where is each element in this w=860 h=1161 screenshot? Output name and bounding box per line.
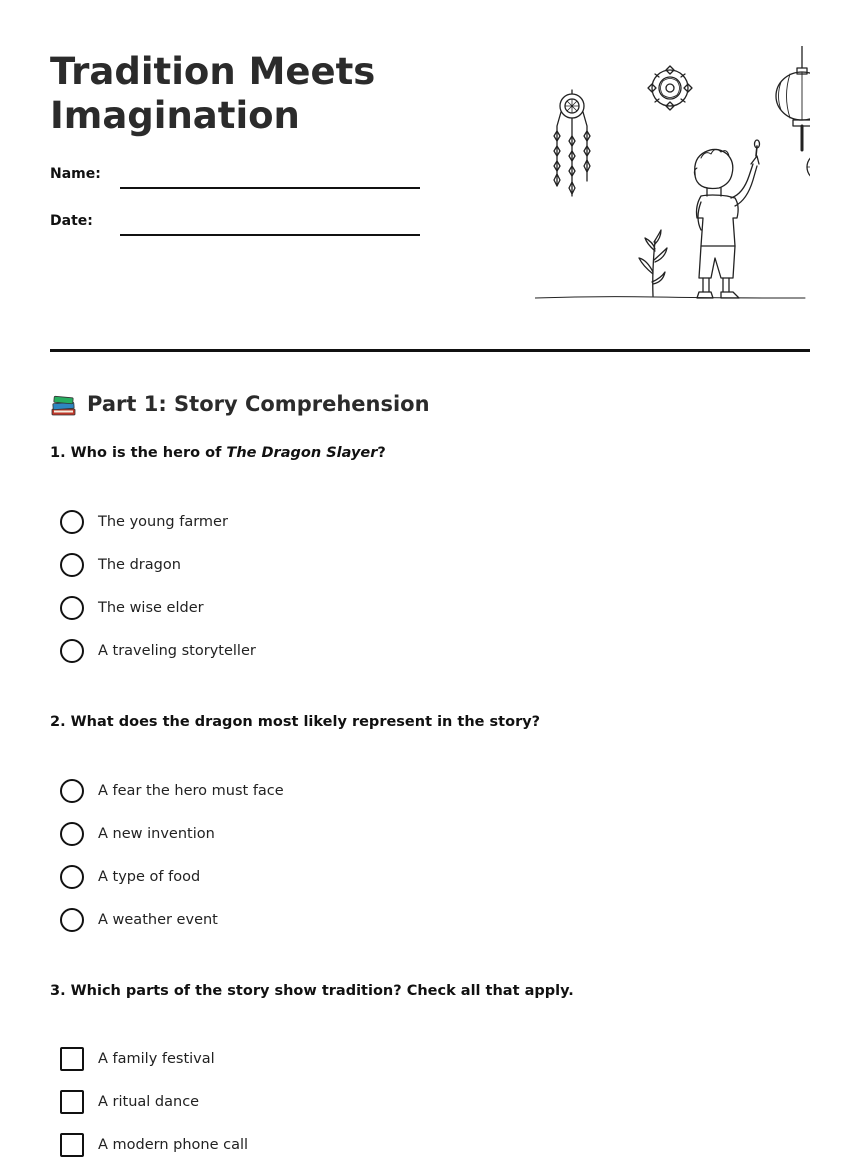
option-label: A family festival xyxy=(98,1051,215,1067)
books-icon xyxy=(50,391,77,418)
option-label: A type of food xyxy=(98,869,201,885)
option-label: A new invention xyxy=(98,826,215,842)
part-1-title: Part 1: Story Comprehension xyxy=(87,392,430,416)
q1-option-1[interactable] xyxy=(60,509,228,535)
date-field[interactable] xyxy=(50,211,420,241)
q2-option-2[interactable] xyxy=(60,821,215,847)
radio-button[interactable] xyxy=(60,779,84,803)
name-label: Name: xyxy=(50,166,101,182)
name-blank-line[interactable] xyxy=(120,187,420,189)
option-label: A traveling storyteller xyxy=(98,643,256,659)
q3-option-1[interactable] xyxy=(60,1046,215,1072)
page-title: Tradition Meets Imagination xyxy=(50,50,376,137)
boy-with-lanterns-illustration xyxy=(535,46,810,308)
radio-button[interactable] xyxy=(60,639,84,663)
date-blank-line[interactable] xyxy=(120,234,420,236)
question-3-text: Which parts of the story show tradition? Check all that apply. xyxy=(70,983,574,999)
question-1-title-emphasis: The Dragon Slayer xyxy=(226,445,378,461)
question-1-suffix: ? xyxy=(377,445,386,461)
q2-option-4[interactable] xyxy=(60,907,218,933)
boy-painting-icon xyxy=(694,140,759,298)
radio-button[interactable] xyxy=(60,865,84,889)
radio-button[interactable] xyxy=(60,510,84,534)
part-1-heading xyxy=(50,388,430,420)
small-lantern-icon xyxy=(807,121,810,198)
option-label: A fear the hero must face xyxy=(98,783,284,799)
question-1-number: 1. xyxy=(50,445,66,461)
plant-sprout-icon xyxy=(639,230,667,296)
question-2-text: What does the dragon most likely represent in the story? xyxy=(70,714,541,730)
question-2 xyxy=(50,714,540,730)
q2-option-1[interactable] xyxy=(60,778,284,804)
q3-option-3[interactable] xyxy=(60,1132,248,1158)
paper-lantern-icon xyxy=(776,46,810,150)
question-1-prefix: Who is the hero of xyxy=(70,445,227,461)
radio-button[interactable] xyxy=(60,596,84,620)
dream-catcher-icon xyxy=(554,90,590,196)
section-divider xyxy=(50,349,810,352)
question-2-number: 2. xyxy=(50,714,66,730)
option-label: A weather event xyxy=(98,912,218,928)
worksheet-header xyxy=(50,50,810,310)
q1-option-4[interactable] xyxy=(60,638,256,664)
option-label: A ritual dance xyxy=(98,1094,200,1110)
question-1 xyxy=(50,445,386,461)
checkbox[interactable] xyxy=(60,1047,84,1071)
checkbox[interactable] xyxy=(60,1133,84,1157)
name-field[interactable] xyxy=(50,164,420,194)
radio-button[interactable] xyxy=(60,822,84,846)
question-3 xyxy=(50,983,574,999)
option-label: A modern phone call xyxy=(98,1137,249,1153)
question-3-number: 3. xyxy=(50,983,66,999)
option-label: The wise elder xyxy=(98,600,204,616)
checkbox[interactable] xyxy=(60,1090,84,1114)
option-label: The young farmer xyxy=(98,514,228,530)
radio-button[interactable] xyxy=(60,908,84,932)
q1-option-2[interactable] xyxy=(60,552,181,578)
q2-option-3[interactable] xyxy=(60,864,200,890)
q1-option-3[interactable] xyxy=(60,595,204,621)
option-label: The dragon xyxy=(98,557,181,573)
radio-button[interactable] xyxy=(60,553,84,577)
date-label: Date: xyxy=(50,213,93,229)
q3-option-2[interactable] xyxy=(60,1089,199,1115)
mandala-ornament-icon xyxy=(648,66,692,110)
